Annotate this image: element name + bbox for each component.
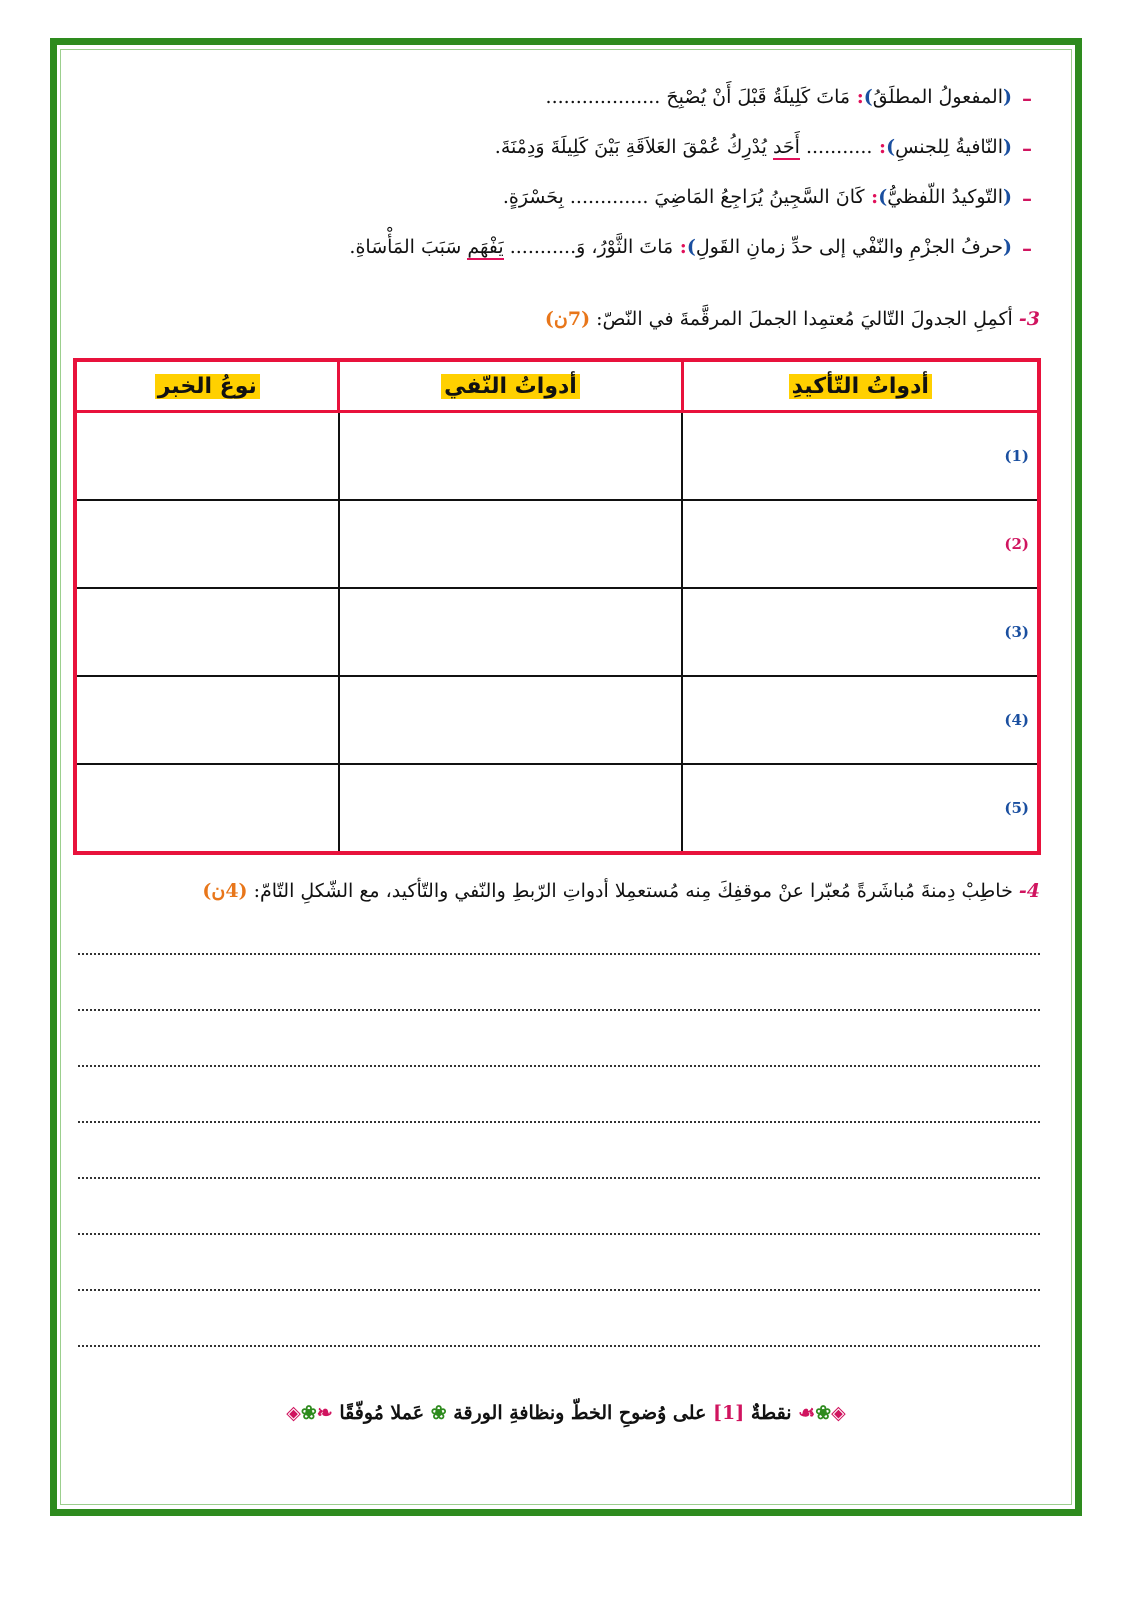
answer-table: [73, 358, 1041, 855]
bullet-dash: –: [1022, 136, 1032, 160]
row-number: (2): [1004, 535, 1029, 553]
exercise-label: النّافيةُ لِلجنسِ: [895, 136, 1003, 158]
table-cell[interactable]: [682, 764, 1039, 853]
exercise-text: ...........: [799, 136, 873, 158]
question-number: 3-: [1018, 308, 1040, 330]
table-cell[interactable]: [75, 500, 339, 588]
diamond-ornament-icon: ◈: [286, 1402, 301, 1424]
row-number: (4): [1004, 711, 1029, 729]
flower-ornament-icon: ❀: [815, 1402, 832, 1424]
footer-text: على وُضوحِ الخطّ ونظافةِ الورقة: [453, 1402, 713, 1424]
exercise-text: مَاتَ الثَّوْرُ، وَ...........: [503, 236, 674, 258]
table-cell[interactable]: [682, 412, 1039, 501]
underlined-word: أَحَد: [772, 136, 800, 158]
table-cell[interactable]: [339, 588, 682, 676]
table-cell[interactable]: [75, 764, 339, 853]
table-header-row: [75, 360, 1039, 412]
footer-wish: عَملا مُوفّقًا: [339, 1402, 425, 1424]
diamond-ornament-icon: ◈: [831, 1402, 846, 1424]
answer-line[interactable]: [78, 1121, 1040, 1123]
exercise-text: سَبَبَ المَأْسَاةِ.: [349, 236, 468, 258]
exercise-text: مَاتَ كَلِيلَةُ قَبْلَ أَنْ يُصْبِحَ ...................: [545, 86, 851, 108]
table-cell[interactable]: [339, 764, 682, 853]
exercise-line-1: (المفعولُ المطلَقُ): مَاتَ كَلِيلَةُ قَبْلَ أَنْ يُصْبِحَ ...................: [545, 86, 1012, 108]
question-text: أكمِلِ الجدولَ التّاليَ مُعتمِدا الجملَ المرقَّمةَ في النّصّ:: [590, 308, 1013, 330]
question-3: [545, 308, 1040, 330]
header-predicate-type: نوعُ الخبر: [75, 360, 339, 412]
underlined-word: يَفْهَم: [467, 236, 504, 258]
question-points: (4ن): [202, 880, 248, 902]
bullet-dash: –: [1022, 186, 1032, 210]
footer-points: [1]: [713, 1402, 745, 1424]
table-cell[interactable]: [682, 588, 1039, 676]
table-row: [75, 412, 1039, 501]
question-number: 4-: [1018, 880, 1040, 902]
exercise-text: كَانَ السَّجِينُ يُرَاجِعُ المَاضِيَ ............. بِحَسْرَةٍ.: [502, 186, 865, 208]
table-row: [75, 676, 1039, 764]
table-cell[interactable]: [682, 676, 1039, 764]
table-cell[interactable]: [339, 500, 682, 588]
bullet-dash: –: [1022, 86, 1032, 110]
flower-ornament-icon: ❀: [430, 1402, 447, 1424]
answer-line[interactable]: [78, 1009, 1040, 1011]
exercise-text: يُدْرِكُ عُمْقَ العَلاَقَةِ بَيْنَ كَلِيلَةَ وَدِمْنَةَ.: [494, 136, 773, 158]
answer-line[interactable]: [78, 1345, 1040, 1347]
answer-line[interactable]: [78, 1289, 1040, 1291]
table-row: [75, 500, 1039, 588]
row-number: (1): [1004, 447, 1029, 465]
question-text: خاطِبْ دِمنةَ مُباشَرةً مُعبّرا عنْ موقفِكَ مِنه مُستعمِلا أدواتِ الرّبطِ والنّفي والتّأكيد، مع الشّكلِ التّامّ:: [247, 880, 1013, 902]
scroll-ornament-icon: ☙: [798, 1402, 816, 1424]
footer-note: [0, 1402, 1132, 1424]
flower-ornament-icon: ❀: [300, 1402, 317, 1424]
exercise-line-2: (النّافيةُ لِلجنسِ): ........... أَحَد يُدْرِكُ عُمْقَ العَلاَقَةِ بَيْنَ كَلِيلَةَ وَدِمْنَةَ.: [494, 136, 1012, 158]
header-negation-tools: أدواتُ النّفي: [339, 360, 682, 412]
question-points: (7ن): [544, 308, 591, 330]
table-cell[interactable]: [75, 588, 339, 676]
footer-text: نقطةٌ: [744, 1402, 792, 1424]
exercise-label: التّوكيدُ اللّفظيُّ: [887, 186, 1003, 208]
exercise-label: حرفُ الجزْمِ والنّفْي إلى حدِّ زمانِ القَولِ: [695, 236, 1003, 258]
answer-line[interactable]: [78, 1177, 1040, 1179]
exercise-line-4: (حرفُ الجزْمِ والنّفْي إلى حدِّ زمانِ القَولِ): مَاتَ الثَّوْرُ، وَ........... يَفْهَم سَبَبَ المَأْسَاةِ.: [349, 236, 1012, 258]
table-cell[interactable]: [339, 676, 682, 764]
answer-line[interactable]: [78, 953, 1040, 955]
table-cell[interactable]: [75, 676, 339, 764]
exercise-line-3: (التّوكيدُ اللّفظيُّ): كَانَ السَّجِينُ يُرَاجِعُ المَاضِيَ ............. بِحَسْرَةٍ.: [502, 186, 1012, 208]
answer-line[interactable]: [78, 1233, 1040, 1235]
exercise-label: المفعولُ المطلَقُ: [872, 86, 1003, 108]
answer-line[interactable]: [78, 1065, 1040, 1067]
scroll-ornament-icon: ❧: [316, 1402, 333, 1424]
table-cell[interactable]: [75, 412, 339, 501]
question-4: [202, 880, 1040, 902]
row-number: (5): [1004, 799, 1029, 817]
row-number: (3): [1004, 623, 1029, 641]
header-emphasis-tools: أدواتُ التّأكيدِ: [682, 360, 1039, 412]
bullet-dash: –: [1022, 236, 1032, 260]
table-cell[interactable]: [339, 412, 682, 501]
table-row: [75, 588, 1039, 676]
table-row: [75, 764, 1039, 853]
table-cell[interactable]: [682, 500, 1039, 588]
